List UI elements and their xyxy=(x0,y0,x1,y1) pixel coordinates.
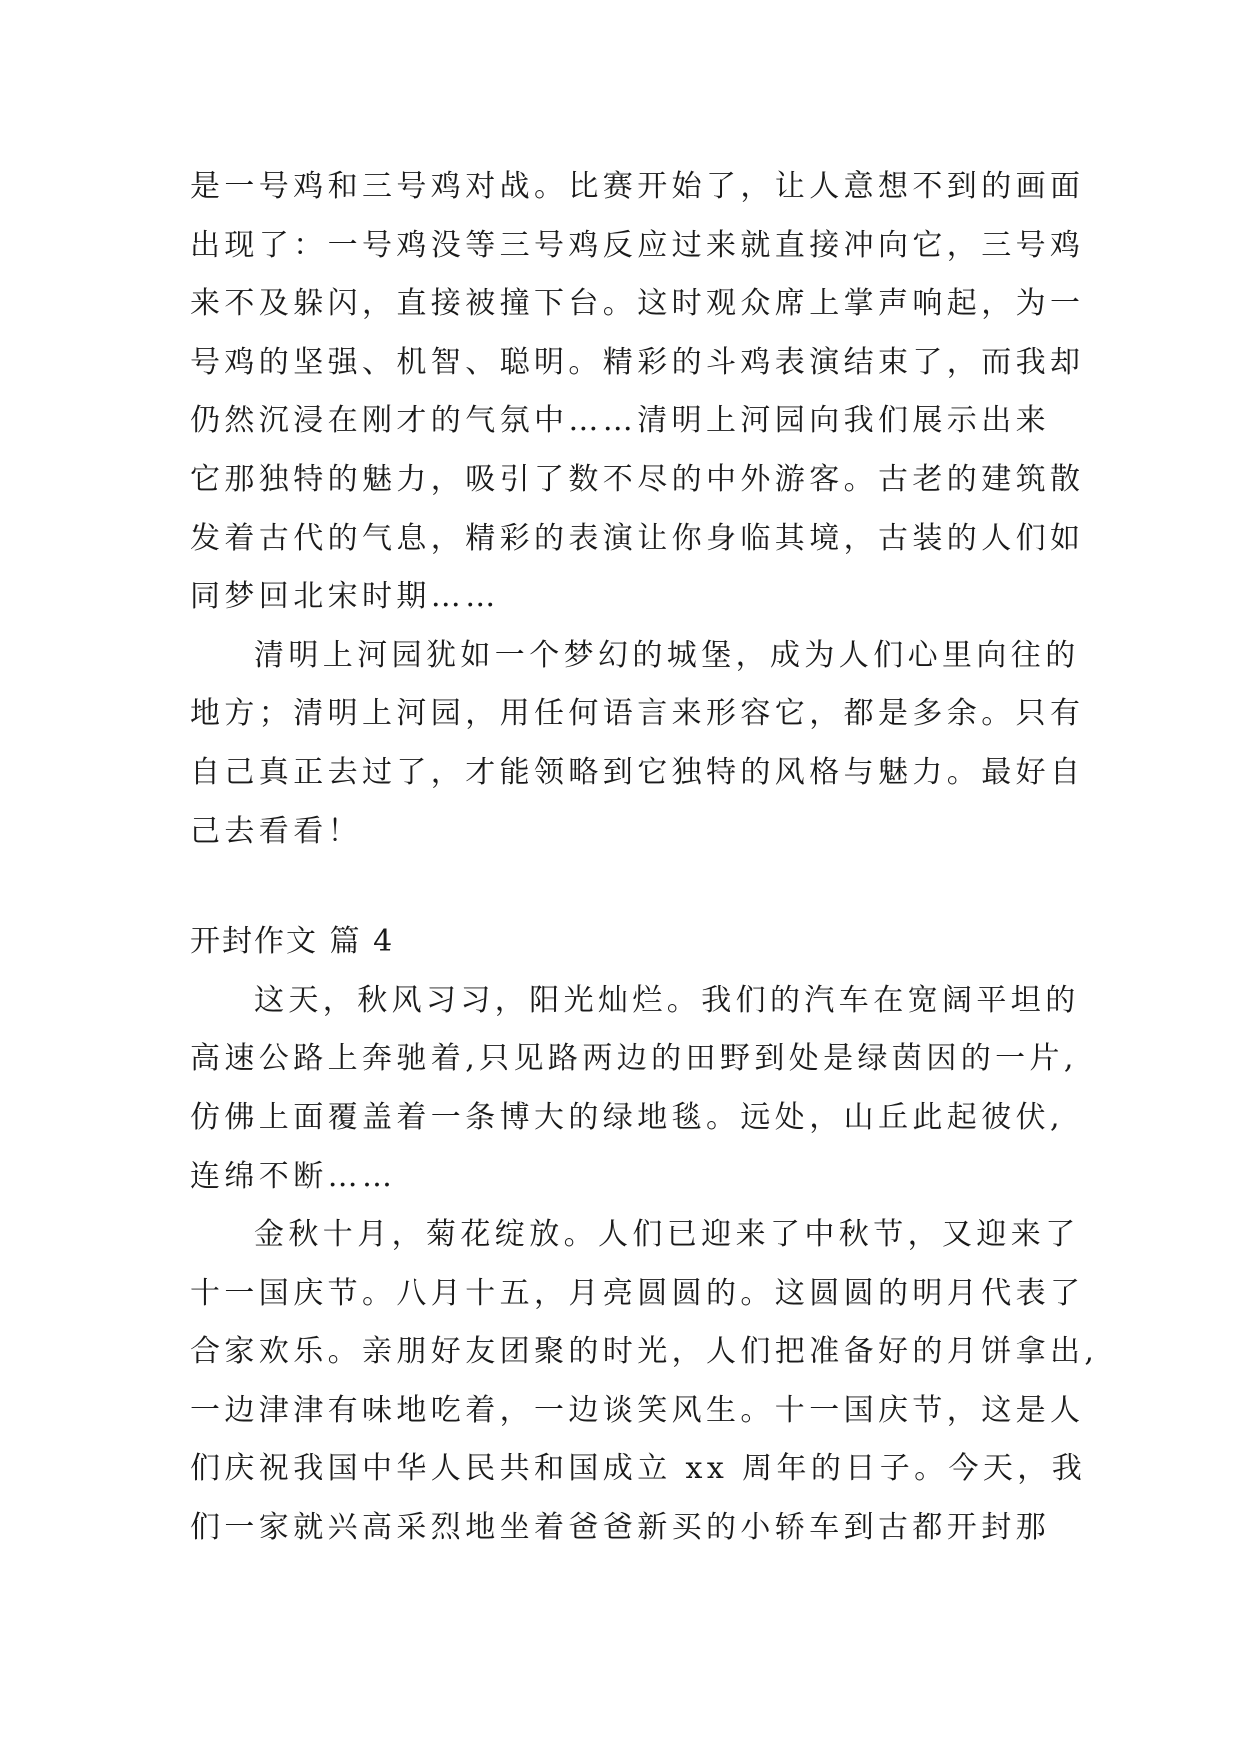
section-spacer xyxy=(190,861,1050,913)
text-line: 发着古代的气息，精彩的表演让你身临其境，古装的人们如 xyxy=(190,520,1085,556)
section-body xyxy=(190,972,1099,1558)
text-line: 合家欢乐。亲朋好友团聚的时光，人们把准备好的月饼拿出, xyxy=(190,1334,1099,1370)
text-line: 是一号鸡和三号鸡对战。比赛开始了，让人意想不到的画面 xyxy=(190,169,1085,204)
text-line: 一边津津有味地吃着，一边谈笑风生。十一国庆节，这是人 xyxy=(190,1392,1085,1428)
paragraph xyxy=(190,972,1080,1206)
text-line: 出现了：一号鸡没等三号鸡反应过来就直接冲向它，三号鸡 xyxy=(190,227,1085,263)
text-line: 十一国庆节。八月十五，月亮圆圆的。这圆圆的明月代表了 xyxy=(190,1275,1085,1311)
paragraph xyxy=(190,1206,1099,1558)
text-line: 号鸡的坚强、机智、聪明。精彩的斗鸡表演结束了，而我却 xyxy=(190,344,1085,380)
text-line: 金秋十月，菊花绽放。人们已迎来了中秋节，又迎来了 xyxy=(254,1217,1080,1253)
text-line: 这天，秋风习习，阳光灿烂。我们的汽车在宽阔平坦的 xyxy=(254,982,1080,1018)
text-line: 仿佛上面覆盖着一条博大的绿地毯。远处，山丘此起彼伏, xyxy=(190,1099,1064,1135)
article-continuation xyxy=(190,158,1085,861)
text-line: 自己真正去过了，才能领略到它独特的风格与魅力。最好自 xyxy=(190,754,1085,790)
text-line: 们一家就兴高采烈地坐着爸爸新买的小轿车到古都开封那 xyxy=(190,1510,1050,1546)
text-line: 仍然沉浸在刚才的气氛中……清明上河园向我们展示出来 xyxy=(190,403,1050,439)
paragraph xyxy=(190,158,1085,627)
text-line: 地方；清明上河园，用任何语言来形容它，都是多余。只有 xyxy=(190,696,1085,732)
section-heading: 开封作文 篇 4 xyxy=(190,924,395,960)
text-line: 连绵不断…… xyxy=(190,1158,397,1194)
text-line: 己去看看！ xyxy=(190,813,362,849)
text-line: 高速公路上奔驰着,只见路两边的田野到处是绿茵因的一片, xyxy=(190,1041,1078,1077)
paragraph xyxy=(190,627,1085,861)
text-line: 清明上河园犹如一个梦幻的城堡，成为人们心里向往的 xyxy=(254,637,1080,673)
text-line: 它那独特的魅力，吸引了数不尽的中外游客。古老的建筑散 xyxy=(190,461,1085,497)
text-line: 来不及躲闪，直接被撞下台。这时观众席上掌声响起，为一 xyxy=(190,286,1085,322)
text-line: 们庆祝我国中华人民共和国成立 xx 周年的日子。今天，我 xyxy=(190,1451,1087,1487)
text-line: 同梦回北宋时期…… xyxy=(190,579,500,615)
document-page xyxy=(190,158,1099,1558)
